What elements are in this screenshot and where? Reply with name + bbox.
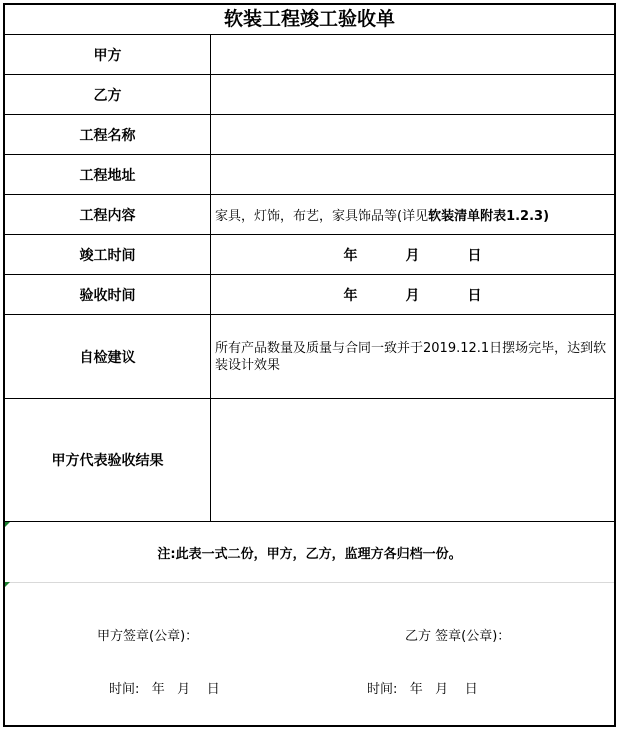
row-party-a — [5, 34, 614, 74]
row-completion-time — [5, 234, 614, 274]
value-project-name[interactable] — [211, 115, 614, 154]
value-party-a[interactable] — [211, 35, 614, 74]
acceptance-day: 日 — [467, 287, 482, 304]
row-project-name — [5, 114, 614, 154]
acceptance-year: 年 — [343, 287, 358, 304]
value-party-a-result[interactable] — [211, 399, 614, 521]
project-content-text: 家具，灯饰，布艺，家具饰品等(详见 — [215, 209, 429, 224]
label-party-b: 乙方 — [5, 75, 211, 114]
row-party-a-result — [5, 398, 614, 521]
acceptance-form — [3, 3, 616, 727]
value-completion-time[interactable] — [211, 235, 614, 274]
value-project-content[interactable] — [211, 195, 614, 234]
label-party-a: 甲方 — [5, 35, 211, 74]
note-and-signature-area — [5, 521, 614, 725]
row-self-check — [5, 314, 614, 398]
party-b-sign-time[interactable]: 时间: 年 月 日 — [367, 682, 478, 697]
row-project-address — [5, 154, 614, 194]
row-project-content — [5, 194, 614, 234]
value-self-check[interactable]: 所有产品数量及质量与合同一致并于2019.12.1日摆场完毕，达到软装设计效果 — [215, 341, 607, 373]
completion-year: 年 — [343, 247, 358, 264]
project-content-bold-text: 软装清单附表1.2.3) — [428, 209, 550, 224]
value-project-address[interactable] — [211, 155, 614, 194]
row-acceptance-time — [5, 274, 614, 314]
value-acceptance-time[interactable] — [211, 275, 614, 314]
label-project-address: 工程地址 — [5, 155, 211, 194]
party-a-sign-time[interactable]: 时间: 年 月 日 — [109, 682, 220, 697]
form-title: 软装工程竣工验收单 — [223, 8, 395, 30]
party-a-signature[interactable]: 甲方签章(公章)： — [97, 629, 199, 644]
acceptance-month: 月 — [405, 287, 420, 304]
party-b-signature[interactable]: 乙方 签章(公章)： — [405, 629, 511, 644]
label-acceptance-time: 验收时间 — [5, 275, 211, 314]
label-self-check: 自检建议 — [5, 315, 211, 398]
cell-comment-marker — [5, 582, 10, 587]
label-completion-time: 竣工时间 — [5, 235, 211, 274]
completion-day: 日 — [467, 247, 482, 264]
label-party-a-result: 甲方代表验收结果 — [5, 399, 211, 521]
label-project-content: 工程内容 — [5, 195, 211, 234]
completion-month: 月 — [405, 247, 420, 264]
label-project-name: 工程名称 — [5, 115, 211, 154]
value-party-b[interactable] — [211, 75, 614, 114]
row-party-b — [5, 74, 614, 114]
note-text: 注:此表一式二份，甲方，乙方，监理方各归档一份。 — [5, 522, 614, 583]
